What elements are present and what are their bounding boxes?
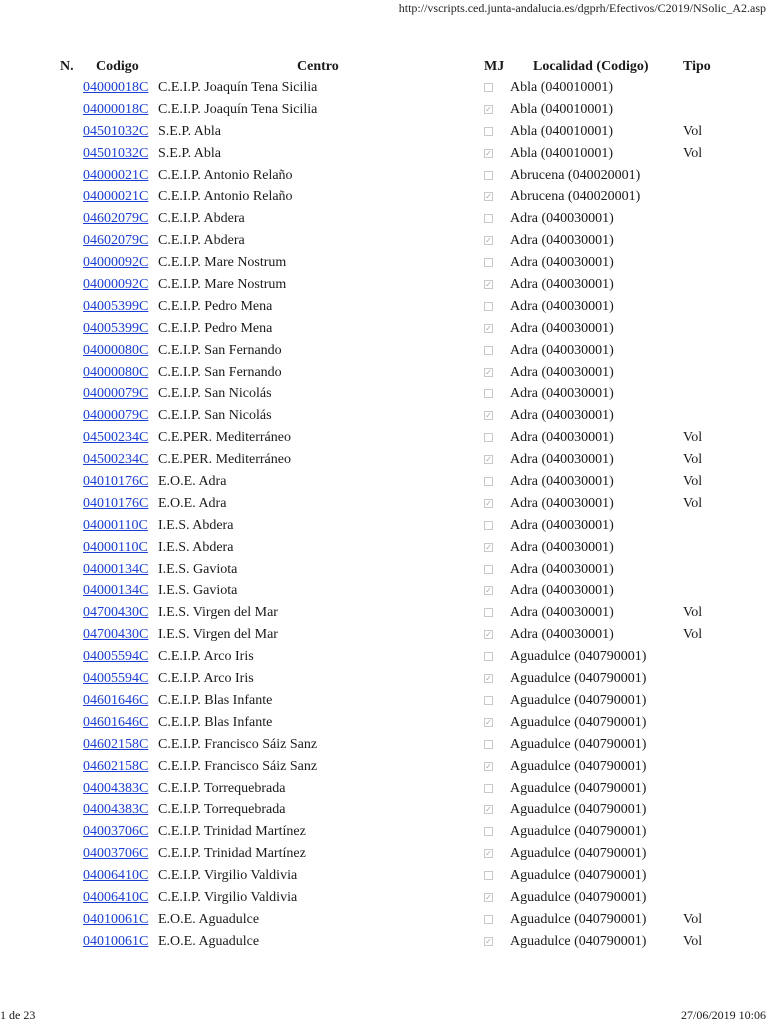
mj-checkbox [484, 915, 493, 924]
localidad-value: Aguadulce (040790001) [510, 692, 647, 708]
localidad-value: Aguadulce (040790001) [510, 846, 647, 862]
tipo-value: Vol [683, 474, 703, 490]
codigo-link[interactable]: 04000134C [83, 561, 149, 577]
centro-name: C.E.PER. Mediterráneo [158, 430, 291, 446]
centro-name: C.E.I.P. Arco Iris [158, 649, 254, 665]
localidad-value: Adra (040030001) [510, 255, 614, 271]
tipo-value: Vol [683, 495, 703, 511]
localidad-value: Aguadulce (040790001) [510, 780, 647, 796]
mj-checkbox-checked: ✓ [485, 892, 492, 902]
codigo-link[interactable]: 04000021C [83, 189, 149, 205]
centro-name: I.E.S. Abdera [158, 539, 234, 555]
localidad-value: Aguadulce (040790001) [510, 889, 647, 905]
mj-checkbox [484, 565, 493, 574]
tipo-value: Vol [683, 145, 703, 161]
mj-checkbox [484, 433, 493, 442]
table-row [0, 363, 768, 385]
codigo-link[interactable]: 04602079C [83, 233, 149, 249]
localidad-value: Adra (040030001) [510, 474, 614, 490]
tipo-value: Vol [683, 123, 703, 139]
centro-name: C.E.I.P. Antonio Relaño [158, 189, 293, 205]
centro-name: C.E.I.P. Francisco Sáiz Sanz [158, 736, 318, 752]
centro-name: C.E.I.P. Torrequebrada [158, 802, 286, 818]
table-row [0, 735, 768, 757]
codigo-link[interactable]: 04601646C [83, 714, 149, 730]
mj-checkbox [484, 696, 493, 705]
print-datetime: 27/06/2019 10:06 [680, 1008, 766, 1022]
mj-checkbox-checked: ✓ [485, 761, 492, 771]
centro-name: C.E.I.P. Antonio Relaño [158, 167, 293, 183]
codigo-link[interactable]: 04005399C [83, 298, 149, 314]
table-row [0, 384, 768, 406]
centro-name: C.E.I.P. Blas Infante [158, 714, 273, 730]
table-row [0, 319, 768, 341]
codigo-link[interactable]: 04010176C [83, 474, 149, 490]
mj-checkbox-checked: ✓ [485, 192, 492, 202]
table-row [0, 428, 768, 450]
localidad-value: Adra (040030001) [510, 277, 614, 293]
mj-checkbox-checked: ✓ [485, 805, 492, 815]
codigo-link[interactable]: 04006410C [83, 868, 149, 884]
table-row [0, 406, 768, 428]
codigo-link[interactable]: 04700430C [83, 627, 149, 643]
table-row [0, 450, 768, 472]
centro-name: C.E.I.P. Pedro Mena [158, 320, 273, 336]
table-row [0, 187, 768, 209]
centro-name: I.E.S. Gaviota [158, 583, 238, 599]
table-row [0, 538, 768, 560]
table-row [0, 866, 768, 888]
mj-checkbox [484, 871, 493, 880]
centro-name: C.E.I.P. Arco Iris [158, 671, 254, 687]
mj-checkbox-checked: ✓ [485, 455, 492, 465]
codigo-link[interactable]: 04010176C [83, 495, 149, 511]
mj-checkbox [484, 171, 493, 180]
localidad-value: Aguadulce (040790001) [510, 714, 647, 730]
localidad-value: Adra (040030001) [510, 364, 614, 380]
table-row [0, 691, 768, 713]
table-row [0, 932, 768, 954]
column-header-tipo: Tipo [683, 59, 711, 74]
codigo-link[interactable]: 04010061C [83, 911, 149, 927]
mj-checkbox [484, 740, 493, 749]
codigo-link[interactable]: 04500234C [83, 430, 149, 446]
page-counter: 1 de 23 [0, 1008, 36, 1022]
centro-name: E.O.E. Adra [158, 474, 227, 490]
column-header-centro: Centro [297, 59, 339, 74]
localidad-value: Adra (040030001) [510, 320, 614, 336]
mj-checkbox [484, 477, 493, 486]
centro-name: C.E.I.P. Joaquín Tena Sicilia [158, 101, 318, 117]
mj-checkbox-checked: ✓ [485, 411, 492, 421]
localidad-value: Adra (040030001) [510, 386, 614, 402]
mj-checkbox [484, 258, 493, 267]
codigo-link[interactable]: 04004383C [83, 780, 149, 796]
mj-checkbox [484, 302, 493, 311]
codigo-link[interactable]: 04700430C [83, 605, 149, 621]
centro-name: E.O.E. Aguadulce [158, 933, 260, 949]
codigo-link[interactable]: 04000080C [83, 342, 149, 358]
table-row [0, 494, 768, 516]
table-row [0, 231, 768, 253]
localidad-value: Adra (040030001) [510, 408, 614, 424]
localidad-value: Adra (040030001) [510, 430, 614, 446]
localidad-value: Adra (040030001) [510, 452, 614, 468]
table-row [0, 297, 768, 319]
table-row [0, 910, 768, 932]
localidad-value: Adra (040030001) [510, 627, 614, 643]
mj-checkbox-checked: ✓ [485, 236, 492, 246]
centro-name: C.E.I.P. San Fernando [158, 364, 282, 380]
codigo-link[interactable]: 04000092C [83, 255, 149, 271]
centro-name: C.E.I.P. Mare Nostrum [158, 277, 287, 293]
centro-name: C.E.I.P. Joaquín Tena Sicilia [158, 80, 318, 95]
localidad-value: Adra (040030001) [510, 539, 614, 555]
mj-checkbox-checked: ✓ [485, 849, 492, 859]
mj-checkbox-checked: ✓ [485, 498, 492, 508]
codigo-link[interactable]: 04005594C [83, 671, 149, 687]
mj-checkbox-checked: ✓ [485, 367, 492, 377]
tipo-value: Vol [683, 933, 703, 949]
table-row [0, 581, 768, 603]
table-row [0, 275, 768, 297]
column-header-codigo: Codigo [96, 59, 139, 74]
column-header-n: N. [60, 59, 74, 74]
mj-checkbox-checked: ✓ [485, 280, 492, 290]
centro-name: C.E.I.P. San Fernando [158, 342, 282, 358]
mj-checkbox [484, 652, 493, 661]
centro-name: C.E.PER. Mediterráneo [158, 452, 291, 468]
mj-checkbox [484, 127, 493, 136]
localidad-value: Adra (040030001) [510, 561, 614, 577]
mj-checkbox-checked: ✓ [485, 323, 492, 333]
localidad-value: Abrucena (040020001) [510, 167, 641, 183]
centro-name: C.E.I.P. Mare Nostrum [158, 255, 287, 271]
tipo-value: Vol [683, 605, 703, 621]
mj-checkbox [484, 346, 493, 355]
mj-checkbox [484, 521, 493, 530]
table-row [0, 844, 768, 866]
tipo-value: Vol [683, 452, 703, 468]
centro-name: C.E.I.P. San Nicolás [158, 386, 272, 402]
codigo-link[interactable]: 04003706C [83, 824, 149, 840]
centro-name: S.E.P. Abla [158, 123, 222, 139]
localidad-value: Adra (040030001) [510, 605, 614, 621]
centro-name: C.E.I.P. Torrequebrada [158, 780, 286, 796]
centro-name: C.E.I.P. Trinidad Martínez [158, 824, 306, 840]
localidad-value: Adra (040030001) [510, 495, 614, 511]
codigo-link[interactable]: 04000134C [83, 583, 149, 599]
codigo-link[interactable]: 04000079C [83, 408, 149, 424]
localidad-value: Aguadulce (040790001) [510, 911, 647, 927]
codigo-link[interactable]: 04004383C [83, 802, 149, 818]
localidad-value: Abrucena (040020001) [510, 189, 641, 205]
localidad-value: Abla (040010001) [510, 145, 614, 161]
codigo-link[interactable]: 04000079C [83, 386, 149, 402]
centro-name: S.E.P. Abla [158, 145, 222, 161]
centro-name: I.E.S. Virgen del Mar [158, 627, 278, 643]
mj-checkbox-checked: ✓ [485, 586, 492, 596]
codigo-link[interactable]: 04601646C [83, 692, 149, 708]
codigo-link[interactable]: 04000018C [83, 101, 149, 117]
localidad-value: Adra (040030001) [510, 342, 614, 358]
table-row [0, 78, 768, 100]
codigo-link[interactable]: 04000080C [83, 364, 149, 380]
localidad-value: Aguadulce (040790001) [510, 933, 647, 949]
codigo-link[interactable]: 04602158C [83, 758, 149, 774]
codigo-link[interactable]: 04000018C [83, 80, 149, 95]
table-row [0, 560, 768, 582]
centro-name: E.O.E. Adra [158, 495, 227, 511]
mj-checkbox [484, 608, 493, 617]
table-row [0, 669, 768, 691]
centro-name: C.E.I.P. Blas Infante [158, 692, 273, 708]
localidad-value: Aguadulce (040790001) [510, 649, 647, 665]
codigo-link[interactable]: 04000110C [83, 517, 148, 533]
codigo-link[interactable]: 04000110C [83, 539, 148, 555]
centro-name: I.E.S. Abdera [158, 517, 234, 533]
table-row [0, 625, 768, 647]
centro-name: I.E.S. Virgen del Mar [158, 605, 278, 621]
centro-name: I.E.S. Gaviota [158, 561, 238, 577]
table-row [0, 166, 768, 188]
mj-checkbox-checked: ✓ [485, 630, 492, 640]
codigo-link[interactable]: 04500234C [83, 452, 149, 468]
centro-name: C.E.I.P. Trinidad Martínez [158, 846, 306, 862]
localidad-value: Aguadulce (040790001) [510, 758, 647, 774]
codigo-link[interactable]: 04501032C [83, 145, 149, 161]
centro-name: C.E.I.P. Virgilio Valdivia [158, 889, 298, 905]
mj-checkbox-checked: ✓ [485, 148, 492, 158]
codigo-link[interactable]: 04010061C [83, 933, 149, 949]
results-table [0, 78, 768, 954]
localidad-value: Adra (040030001) [510, 517, 614, 533]
tipo-value: Vol [683, 911, 703, 927]
centro-name: C.E.I.P. Pedro Mena [158, 298, 273, 314]
mj-checkbox [484, 827, 493, 836]
column-header-mj: MJ [484, 59, 505, 74]
table-row [0, 144, 768, 166]
codigo-link[interactable]: 04005594C [83, 649, 149, 665]
table-row [0, 757, 768, 779]
localidad-value: Adra (040030001) [510, 298, 614, 314]
table-row [0, 647, 768, 669]
table-row [0, 888, 768, 910]
table-row [0, 822, 768, 844]
localidad-value: Adra (040030001) [510, 583, 614, 599]
codigo-link[interactable]: 04003706C [83, 846, 149, 862]
table-header [0, 58, 768, 78]
centro-name: E.O.E. Aguadulce [158, 911, 260, 927]
page-url-header: http://vscripts.ced.junta-andalucia.es/dgprh/Efectivos/C2019/NSolic_A2.asp [398, 1, 766, 15]
table-row [0, 209, 768, 231]
mj-checkbox [484, 389, 493, 398]
mj-checkbox-checked: ✓ [485, 674, 492, 684]
mj-checkbox [484, 214, 493, 223]
table-row [0, 779, 768, 801]
codigo-link[interactable]: 04005399C [83, 320, 149, 336]
table-row [0, 122, 768, 144]
localidad-value: Aguadulce (040790001) [510, 671, 647, 687]
centro-name: C.E.I.P. Francisco Sáiz Sanz [158, 758, 318, 774]
codigo-link[interactable]: 04501032C [83, 123, 149, 139]
localidad-value: Aguadulce (040790001) [510, 736, 647, 752]
centro-name: C.E.I.P. Abdera [158, 233, 245, 249]
localidad-value: Aguadulce (040790001) [510, 802, 647, 818]
table-row [0, 472, 768, 494]
column-header-localidad: Localidad (Codigo) [533, 59, 649, 74]
tipo-value: Vol [683, 627, 703, 643]
localidad-value: Abla (040010001) [510, 101, 614, 117]
mj-checkbox [484, 83, 493, 92]
localidad-value: Abla (040010001) [510, 123, 614, 139]
table-row [0, 800, 768, 822]
mj-checkbox-checked: ✓ [485, 104, 492, 114]
codigo-link[interactable]: 04000021C [83, 167, 149, 183]
mj-checkbox-checked: ✓ [485, 936, 492, 946]
localidad-value: Aguadulce (040790001) [510, 824, 647, 840]
mj-checkbox-checked: ✓ [485, 542, 492, 552]
mj-checkbox [484, 784, 493, 793]
tipo-value: Vol [683, 430, 703, 446]
codigo-link[interactable]: 04602158C [83, 736, 149, 752]
table-row [0, 516, 768, 538]
centro-name: C.E.I.P. Virgilio Valdivia [158, 868, 298, 884]
localidad-value: Adra (040030001) [510, 211, 614, 227]
codigo-link[interactable]: 04006410C [83, 889, 149, 905]
codigo-link[interactable]: 04000092C [83, 277, 149, 293]
table-row [0, 253, 768, 275]
table-row [0, 603, 768, 625]
localidad-value: Adra (040030001) [510, 233, 614, 249]
centro-name: C.E.I.P. Abdera [158, 211, 245, 227]
localidad-value: Abla (040010001) [510, 80, 614, 95]
codigo-link[interactable]: 04602079C [83, 211, 149, 227]
table-row [0, 100, 768, 122]
table-row [0, 713, 768, 735]
table-row [0, 341, 768, 363]
mj-checkbox-checked: ✓ [485, 717, 492, 727]
centro-name: C.E.I.P. San Nicolás [158, 408, 272, 424]
localidad-value: Aguadulce (040790001) [510, 868, 647, 884]
